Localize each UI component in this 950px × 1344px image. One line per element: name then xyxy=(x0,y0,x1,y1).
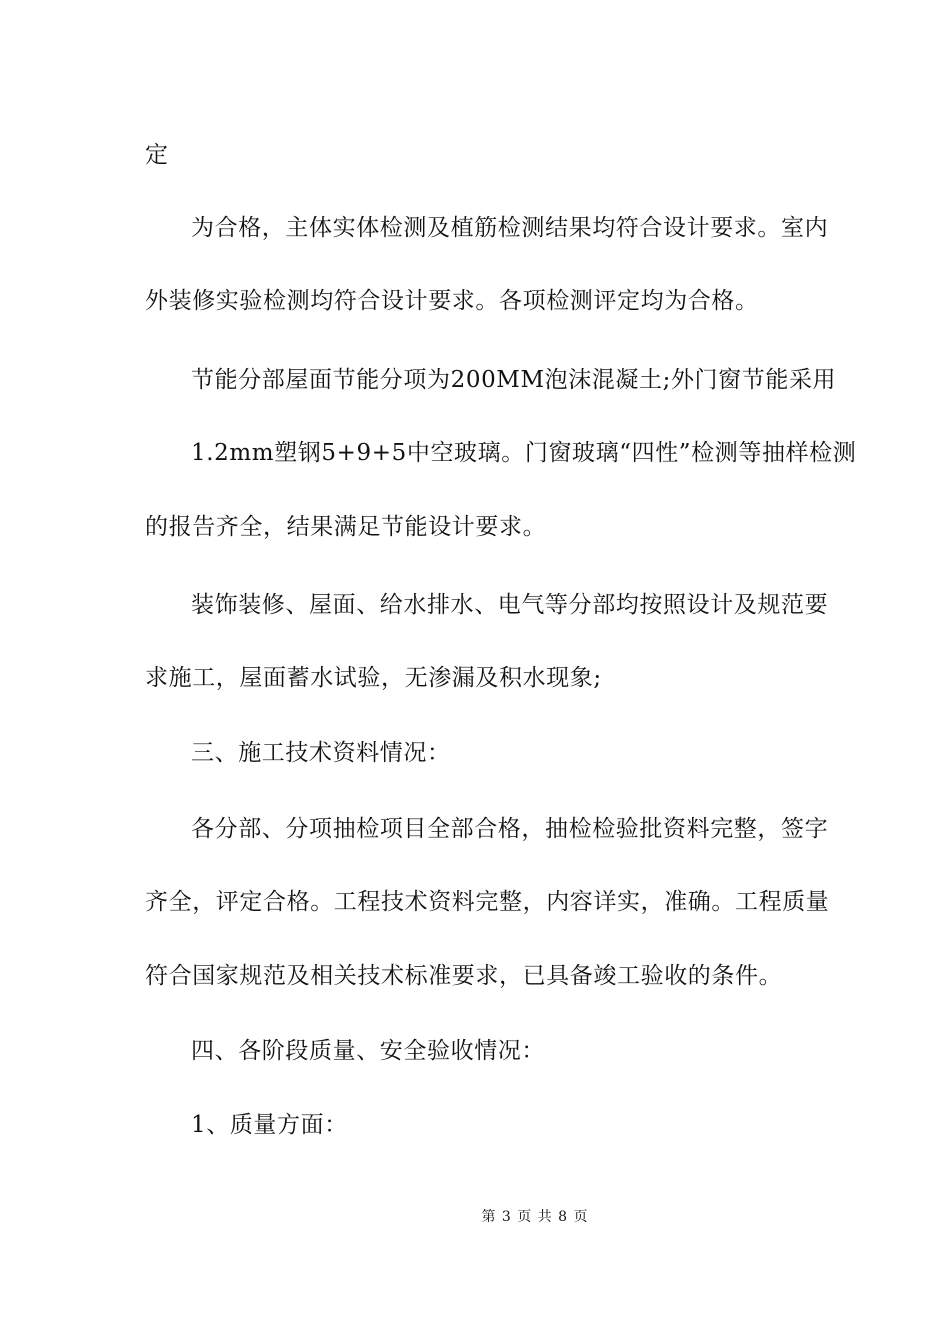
text-line: 齐全，评定合格。工程技术资料完整，内容详实，准确。工程质量 xyxy=(145,889,830,915)
text-line: 定 xyxy=(145,142,169,168)
text-line: 1.2mm塑钢5+9+5中空玻璃。门窗玻璃“四性”检测等抽样检测 xyxy=(191,440,857,466)
subsection-heading: 1、质量方面： xyxy=(191,1112,348,1138)
text-line: 各分部、分项抽检项目全部合格，抽检检验批资料完整，签字 xyxy=(191,816,829,842)
section-heading: 四、各阶段质量、安全验收情况： xyxy=(191,1038,545,1064)
section-heading: 三、施工技术资料情况： xyxy=(191,740,451,766)
page-number-footer: 第 3 页 共 8 页 xyxy=(481,1209,589,1225)
text-line: 节能分部屋面节能分项为200MM泡沫混凝土;外门窗节能采用 xyxy=(191,367,837,393)
text-line: 符合国家规范及相关技术标准要求，已具备竣工验收的条件。 xyxy=(145,963,783,989)
text-line: 为合格，主体实体检测及植筋检测结果均符合设计要求。室内 xyxy=(191,215,829,241)
text-line: 外装修实验检测均符合设计要求。各项检测评定均为合格。 xyxy=(145,288,759,314)
text-line: 装饰装修、屋面、给水排水、电气等分部均按照设计及规范要 xyxy=(191,592,829,618)
text-line: 的报告齐全，结果满足节能设计要求。 xyxy=(145,514,547,540)
text-line: 求施工，屋面蓄水试验，无渗漏及积水现象; xyxy=(145,665,602,691)
